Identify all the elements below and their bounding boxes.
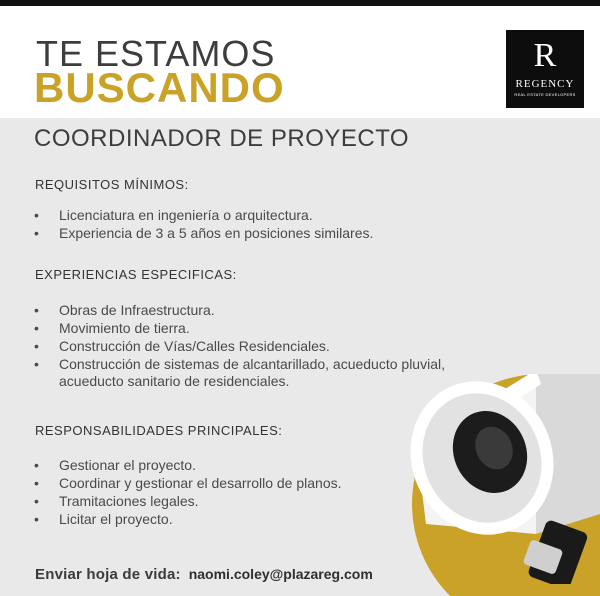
- section-heading-responsabilidades: RESPONSABILIDADES PRINCIPALES:: [35, 423, 283, 438]
- bullet-icon: •: [34, 493, 39, 509]
- bullet-icon: •: [34, 356, 39, 372]
- logo-name: REGENCY: [515, 78, 575, 90]
- section-heading-requisitos: REQUISITOS MÍNIMOS:: [35, 177, 189, 192]
- bullet-icon: •: [34, 302, 39, 318]
- bullet-icon: •: [34, 457, 39, 473]
- list-experiencias: [28, 302, 498, 391]
- footer-label: Enviar hoja de vida:: [35, 566, 181, 583]
- logo-letter: R: [533, 37, 557, 74]
- list-item: • Coordinar y gestionar el desarrollo de planos.: [34, 475, 342, 491]
- bullet-icon: •: [34, 475, 39, 491]
- regency-logo: [506, 30, 584, 108]
- list-item: • Tramitaciones legales.: [34, 493, 199, 509]
- headline-line1: TE ESTAMOS: [36, 33, 276, 74]
- list-requisitos: [28, 207, 498, 243]
- bullet-icon: •: [34, 225, 39, 241]
- list-item: • Obras de Infraestructura.: [34, 302, 215, 318]
- bullet-icon: •: [34, 320, 39, 336]
- content-area: [0, 118, 600, 596]
- list-item: • Construcción de Vías/Calles Residenciales.: [34, 338, 330, 354]
- section-heading-experiencias: EXPERIENCIAS ESPECIFICAS:: [35, 267, 237, 282]
- list-item: • Licitar el proyecto.: [34, 511, 173, 527]
- bullet-icon: •: [34, 511, 39, 527]
- list-item: • Experiencia de 3 a 5 años en posiciones similares.: [34, 225, 374, 241]
- email-link[interactable]: naomi.coley@plazareg.com: [188, 566, 373, 582]
- bullet-icon: •: [34, 338, 39, 354]
- headline-line2: BUSCANDO: [34, 64, 285, 111]
- footer-contact: [35, 566, 373, 583]
- job-title: COORDINADOR DE PROYECTO: [34, 125, 410, 152]
- logo-tagline: REAL ESTATE DEVELOPERS: [514, 92, 576, 97]
- bullet-icon: •: [34, 207, 39, 223]
- list-responsabilidades: [28, 457, 428, 529]
- list-item: • Construcción de sistemas de alcantarillado, acueducto pluvial, acueducto sanitario de residenciales.: [34, 356, 445, 389]
- list-item: • Licenciatura en ingeniería o arquitectura.: [34, 207, 313, 223]
- header: [0, 6, 600, 118]
- list-item: • Gestionar el proyecto.: [34, 457, 196, 473]
- list-item: • Movimiento de tierra.: [34, 320, 190, 336]
